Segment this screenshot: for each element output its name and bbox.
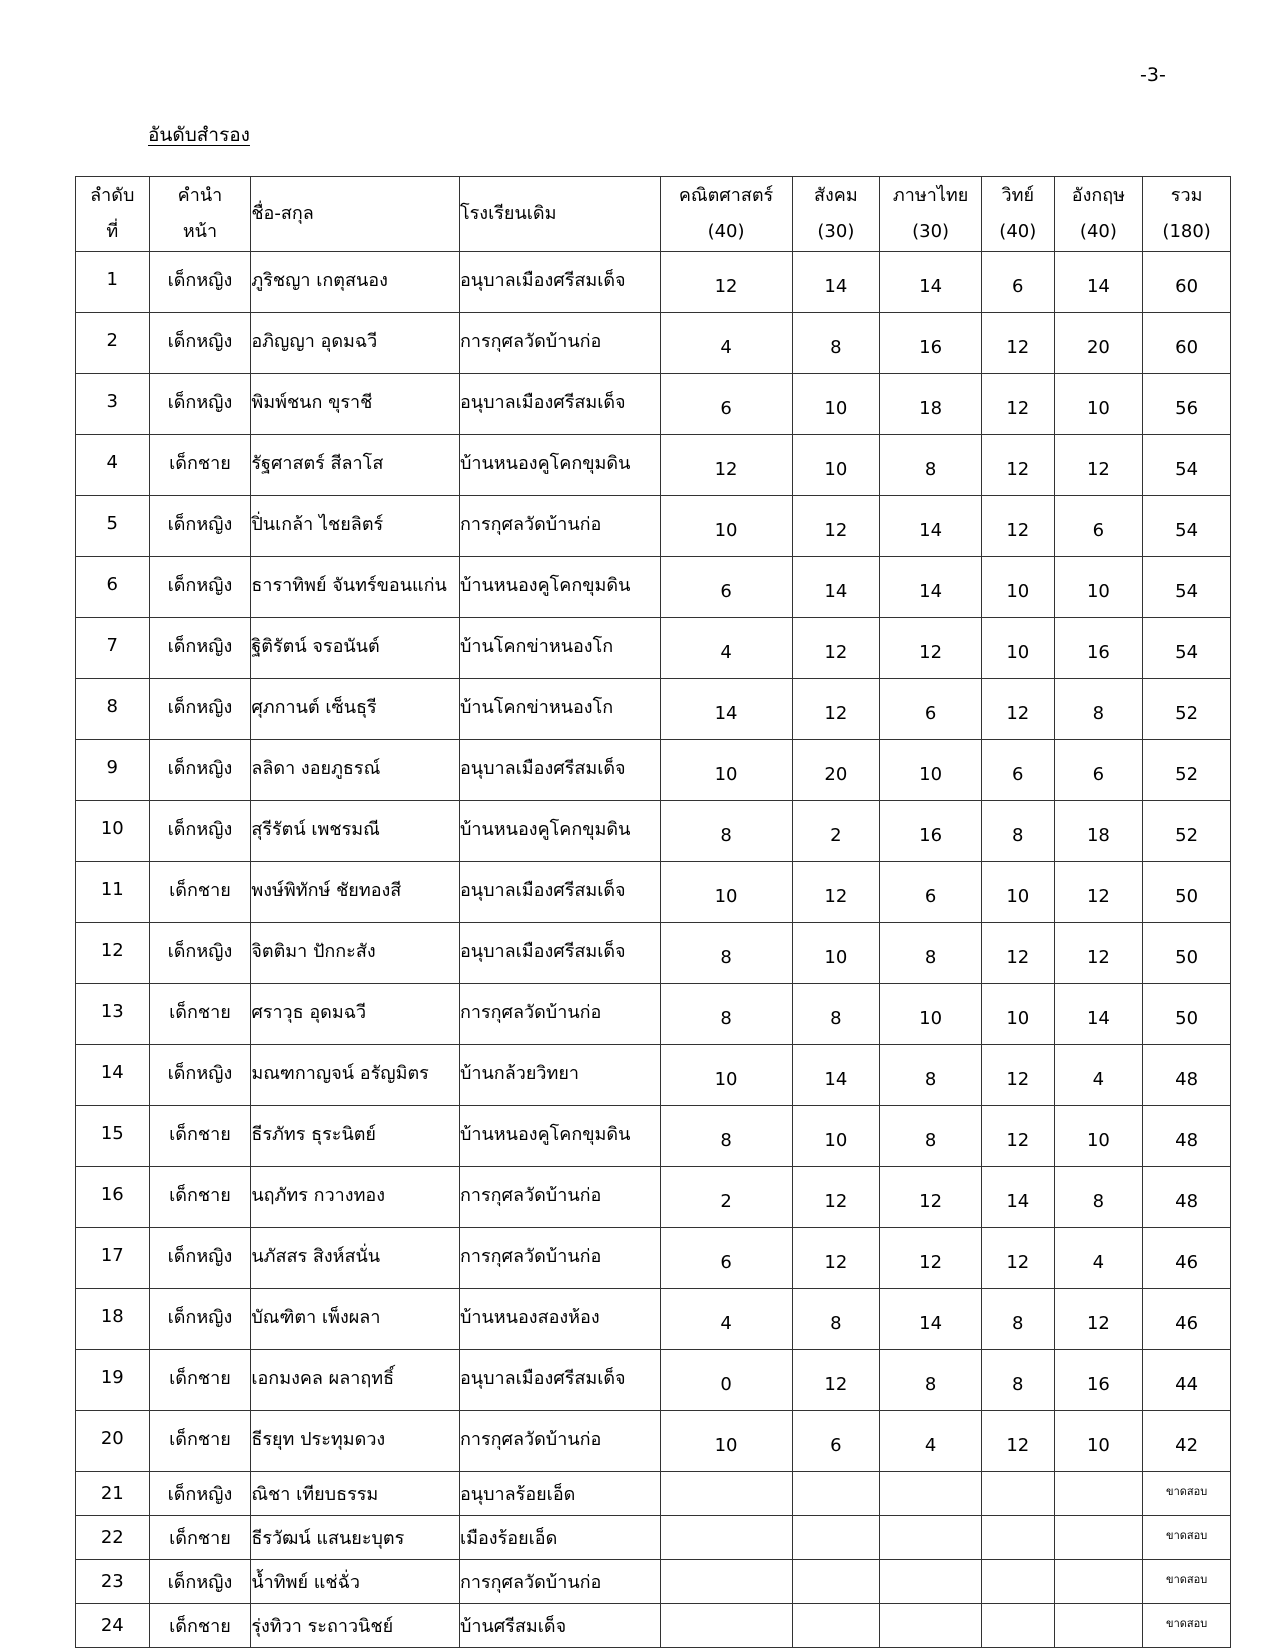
cell-social: 6: [792, 1411, 880, 1472]
cell-total: 42: [1143, 1411, 1231, 1472]
cell-name: รุ่งทิวา ระถาวนิชย์: [251, 1604, 460, 1648]
cell-name: บัณฑิตา เพ็งผลา: [251, 1289, 460, 1350]
cell-math: 12: [660, 435, 792, 496]
cell-science: 12: [982, 1228, 1055, 1289]
cell-science: 12: [982, 1045, 1055, 1106]
cell-english: 10: [1054, 1411, 1143, 1472]
table-row: [76, 313, 1231, 374]
section-title: อันดับสำรอง: [148, 124, 250, 146]
table-row: [76, 984, 1231, 1045]
cell-science: 10: [982, 557, 1055, 618]
cell-thai: 14: [880, 1289, 982, 1350]
cell-math: 4: [660, 618, 792, 679]
cell-name: มณฑกาญจน์ อรัญมิตร: [251, 1045, 460, 1106]
cell-thai: 6: [880, 679, 982, 740]
table-row: [76, 862, 1231, 923]
cell-total: 56: [1143, 374, 1231, 435]
cell-total: 46: [1143, 1228, 1231, 1289]
cell-school: บ้านกล้วยวิทยา: [459, 1045, 660, 1106]
cell-math: 14: [660, 679, 792, 740]
cell-math: [660, 1472, 792, 1516]
cell-english: 14: [1054, 984, 1143, 1045]
table-row: [76, 1289, 1231, 1350]
cell-social: 8: [792, 313, 880, 374]
cell-school: บ้านหนองคูโคกขุมดิน: [459, 801, 660, 862]
col-header-english: [1054, 177, 1143, 252]
table-row: [76, 374, 1231, 435]
cell-school: อนุบาลเมืองศรีสมเด็จ: [459, 1350, 660, 1411]
col-header-math-line2: (40): [707, 221, 745, 242]
cell-social: [792, 1516, 880, 1560]
table-row: [76, 801, 1231, 862]
col-header-no: [76, 177, 150, 252]
table-row: [76, 740, 1231, 801]
cell-english: 6: [1054, 496, 1143, 557]
cell-no: 3: [76, 374, 150, 435]
cell-math: 12: [660, 252, 792, 313]
cell-school: บ้านโคกข่าหนองโก: [459, 618, 660, 679]
cell-total: 46: [1143, 1289, 1231, 1350]
cell-name: นฤภัทร กวางทอง: [251, 1167, 460, 1228]
cell-name: ภูริชญา เกตุสนอง: [251, 252, 460, 313]
cell-english: 6: [1054, 740, 1143, 801]
cell-school: อนุบาลเมืองศรีสมเด็จ: [459, 252, 660, 313]
cell-thai: 14: [880, 252, 982, 313]
cell-total: 48: [1143, 1167, 1231, 1228]
col-header-thai-line1: ภาษาไทย: [892, 185, 969, 206]
cell-thai: 4: [880, 1411, 982, 1472]
cell-english: 10: [1054, 374, 1143, 435]
cell-social: 2: [792, 801, 880, 862]
cell-math: 8: [660, 984, 792, 1045]
cell-name: ณิชา เทียบธรรม: [251, 1472, 460, 1516]
cell-prefix: เด็กหญิง: [149, 496, 251, 557]
table-row: [76, 1350, 1231, 1411]
cell-math: 6: [660, 557, 792, 618]
cell-math: 4: [660, 313, 792, 374]
table-header: [76, 177, 1231, 252]
cell-social: [792, 1604, 880, 1648]
cell-prefix: เด็กหญิง: [149, 313, 251, 374]
col-header-prefix-line2: หน้า: [182, 221, 218, 242]
cell-no: 5: [76, 496, 150, 557]
cell-total: 48: [1143, 1106, 1231, 1167]
cell-school: บ้านหนองสองห้อง: [459, 1289, 660, 1350]
cell-school: การกุศลวัดบ้านก่อ: [459, 496, 660, 557]
cell-math: 10: [660, 862, 792, 923]
cell-total: ขาดสอบ: [1143, 1604, 1231, 1648]
cell-name: เอกมงคล ผลาฤทธิ์: [251, 1350, 460, 1411]
cell-name: จิตติมา ปักกะสัง: [251, 923, 460, 984]
cell-prefix: เด็กชาย: [149, 1516, 251, 1560]
cell-science: 6: [982, 252, 1055, 313]
col-header-social-line1: สังคม: [814, 185, 858, 206]
cell-name: รัฐศาสตร์ สีลาโส: [251, 435, 460, 496]
cell-total: ขาดสอบ: [1143, 1516, 1231, 1560]
cell-no: 14: [76, 1045, 150, 1106]
table-row: [76, 557, 1231, 618]
cell-english: [1054, 1472, 1143, 1516]
cell-prefix: เด็กหญิง: [149, 1472, 251, 1516]
cell-social: 20: [792, 740, 880, 801]
col-header-total-line2: (180): [1162, 221, 1211, 242]
table-row: [76, 1228, 1231, 1289]
cell-science: [982, 1560, 1055, 1604]
cell-math: 10: [660, 1411, 792, 1472]
cell-total: ขาดสอบ: [1143, 1560, 1231, 1604]
cell-name: สุรีรัตน์ เพชรมณี: [251, 801, 460, 862]
table-row: [76, 1560, 1231, 1604]
cell-science: 12: [982, 923, 1055, 984]
cell-prefix: เด็กหญิง: [149, 374, 251, 435]
cell-science: 12: [982, 496, 1055, 557]
cell-science: 6: [982, 740, 1055, 801]
cell-school: บ้านศรีสมเด็จ: [459, 1604, 660, 1648]
cell-science: 12: [982, 313, 1055, 374]
table-row: [76, 1045, 1231, 1106]
cell-prefix: เด็กหญิง: [149, 740, 251, 801]
cell-english: 10: [1054, 557, 1143, 618]
table-row: [76, 1516, 1231, 1560]
cell-prefix: เด็กชาย: [149, 984, 251, 1045]
table-body: [76, 252, 1231, 1648]
cell-no: 15: [76, 1106, 150, 1167]
cell-social: 8: [792, 1289, 880, 1350]
table-row: [76, 1411, 1231, 1472]
table-row: [76, 252, 1231, 313]
cell-english: [1054, 1604, 1143, 1648]
cell-thai: 18: [880, 374, 982, 435]
cell-name: ลลิดา งอยภูธรณ์: [251, 740, 460, 801]
cell-thai: 6: [880, 862, 982, 923]
cell-prefix: เด็กชาย: [149, 1106, 251, 1167]
cell-thai: 10: [880, 740, 982, 801]
cell-thai: 14: [880, 496, 982, 557]
cell-social: 12: [792, 679, 880, 740]
cell-name: ปิ่นเกล้า ไชยลิตร์: [251, 496, 460, 557]
cell-english: [1054, 1560, 1143, 1604]
col-header-prefix: [149, 177, 251, 252]
cell-english: 12: [1054, 862, 1143, 923]
cell-thai: 12: [880, 1228, 982, 1289]
col-header-english-line2: (40): [1079, 221, 1117, 242]
cell-no: 24: [76, 1604, 150, 1648]
cell-prefix: เด็กหญิง: [149, 618, 251, 679]
cell-school: อนุบาลเมืองศรีสมเด็จ: [459, 923, 660, 984]
cell-name: ธีรภัทร ธุระนิตย์: [251, 1106, 460, 1167]
cell-math: 0: [660, 1350, 792, 1411]
col-header-math: [660, 177, 792, 252]
cell-science: [982, 1516, 1055, 1560]
cell-name: น้ำทิพย์ แช่ฉั่ว: [251, 1560, 460, 1604]
cell-social: 14: [792, 1045, 880, 1106]
col-header-social: [792, 177, 880, 252]
cell-social: 12: [792, 862, 880, 923]
cell-prefix: เด็กหญิง: [149, 1289, 251, 1350]
cell-thai: 16: [880, 313, 982, 374]
cell-english: 8: [1054, 1167, 1143, 1228]
cell-name: อภิญญา อุดมฉวี: [251, 313, 460, 374]
cell-name: ธีรยุท ประทุมดวง: [251, 1411, 460, 1472]
table-row: [76, 1604, 1231, 1648]
cell-school: การกุศลวัดบ้านก่อ: [459, 1560, 660, 1604]
table-row: [76, 1472, 1231, 1516]
cell-science: 8: [982, 1289, 1055, 1350]
scores-table: [75, 176, 1231, 1648]
col-header-science-line1: วิทย์: [1001, 185, 1035, 206]
cell-school: การกุศลวัดบ้านก่อ: [459, 1411, 660, 1472]
cell-name: ศุภกานต์ เซ็นธุรี: [251, 679, 460, 740]
cell-social: 14: [792, 557, 880, 618]
table-row: [76, 679, 1231, 740]
cell-thai: [880, 1604, 982, 1648]
cell-total: 50: [1143, 923, 1231, 984]
cell-thai: 12: [880, 618, 982, 679]
cell-total: 54: [1143, 496, 1231, 557]
cell-school: อนุบาลเมืองศรีสมเด็จ: [459, 374, 660, 435]
cell-thai: 8: [880, 1106, 982, 1167]
cell-science: 8: [982, 801, 1055, 862]
col-header-english-line1: อังกฤษ: [1071, 185, 1126, 206]
col-header-name: [251, 177, 460, 252]
cell-no: 2: [76, 313, 150, 374]
cell-total: 54: [1143, 557, 1231, 618]
table-row: [76, 435, 1231, 496]
cell-prefix: เด็กหญิง: [149, 923, 251, 984]
col-header-math-line1: คณิตศาสตร์: [678, 185, 774, 206]
cell-no: 8: [76, 679, 150, 740]
cell-school: การกุศลวัดบ้านก่อ: [459, 1167, 660, 1228]
cell-social: 12: [792, 1167, 880, 1228]
cell-no: 12: [76, 923, 150, 984]
cell-thai: 8: [880, 923, 982, 984]
cell-social: [792, 1472, 880, 1516]
cell-english: 12: [1054, 1289, 1143, 1350]
cell-no: 6: [76, 557, 150, 618]
cell-name: พิมพ์ชนก ขุราชี: [251, 374, 460, 435]
cell-prefix: เด็กชาย: [149, 435, 251, 496]
table-row: [76, 1106, 1231, 1167]
cell-total: 52: [1143, 679, 1231, 740]
cell-no: 19: [76, 1350, 150, 1411]
cell-social: 12: [792, 496, 880, 557]
cell-science: 10: [982, 984, 1055, 1045]
cell-english: 4: [1054, 1228, 1143, 1289]
cell-prefix: เด็กชาย: [149, 862, 251, 923]
col-header-no-line2: ที่: [106, 221, 119, 242]
cell-school: บ้านหนองคูโคกขุมดิน: [459, 435, 660, 496]
col-header-school: [459, 177, 660, 252]
cell-math: 10: [660, 740, 792, 801]
col-header-school-label: โรงเรียนเดิม: [459, 203, 557, 224]
cell-thai: 10: [880, 984, 982, 1045]
cell-science: [982, 1472, 1055, 1516]
cell-math: 10: [660, 1045, 792, 1106]
cell-name: ธีรวัฒน์ แสนยะบุตร: [251, 1516, 460, 1560]
cell-no: 23: [76, 1560, 150, 1604]
col-header-name-label: ชื่อ-สกุล: [251, 203, 314, 224]
cell-thai: 16: [880, 801, 982, 862]
cell-math: [660, 1516, 792, 1560]
cell-no: 20: [76, 1411, 150, 1472]
cell-thai: [880, 1472, 982, 1516]
cell-science: 12: [982, 679, 1055, 740]
col-header-total-line1: รวม: [1170, 185, 1203, 206]
cell-school: การกุศลวัดบ้านก่อ: [459, 984, 660, 1045]
cell-no: 22: [76, 1516, 150, 1560]
cell-no: 9: [76, 740, 150, 801]
cell-name: พงษ์พิทักษ์ ชัยทองสี: [251, 862, 460, 923]
cell-total: ขาดสอบ: [1143, 1472, 1231, 1516]
cell-total: 52: [1143, 801, 1231, 862]
cell-social: 10: [792, 923, 880, 984]
cell-no: 21: [76, 1472, 150, 1516]
table-row: [76, 618, 1231, 679]
cell-social: 12: [792, 1350, 880, 1411]
cell-english: 16: [1054, 1350, 1143, 1411]
cell-prefix: เด็กหญิง: [149, 557, 251, 618]
cell-english: 10: [1054, 1106, 1143, 1167]
cell-science: 12: [982, 435, 1055, 496]
cell-school: บ้านหนองคูโคกขุมดิน: [459, 557, 660, 618]
cell-name: ธาราทิพย์ จันทร์ขอนแก่น: [251, 557, 460, 618]
cell-social: [792, 1560, 880, 1604]
cell-no: 13: [76, 984, 150, 1045]
col-header-prefix-line1: คำนำ: [177, 185, 223, 206]
cell-total: 44: [1143, 1350, 1231, 1411]
cell-total: 48: [1143, 1045, 1231, 1106]
cell-math: 8: [660, 923, 792, 984]
cell-math: [660, 1604, 792, 1648]
cell-science: 12: [982, 1106, 1055, 1167]
cell-prefix: เด็กชาย: [149, 1411, 251, 1472]
table-row: [76, 923, 1231, 984]
cell-english: 12: [1054, 435, 1143, 496]
cell-science: 10: [982, 862, 1055, 923]
cell-science: [982, 1604, 1055, 1648]
cell-english: 8: [1054, 679, 1143, 740]
table-row: [76, 496, 1231, 557]
cell-english: 14: [1054, 252, 1143, 313]
cell-school: การกุศลวัดบ้านก่อ: [459, 1228, 660, 1289]
cell-math: 8: [660, 801, 792, 862]
header-row: [76, 177, 1231, 252]
cell-no: 4: [76, 435, 150, 496]
cell-english: 4: [1054, 1045, 1143, 1106]
table-row: [76, 1167, 1231, 1228]
cell-no: 16: [76, 1167, 150, 1228]
cell-name: ศราวุธ อุดมฉวี: [251, 984, 460, 1045]
col-header-no-line1: ลำดับ: [90, 185, 135, 206]
cell-school: บ้านหนองคูโคกขุมดิน: [459, 1106, 660, 1167]
cell-thai: 14: [880, 557, 982, 618]
cell-science: 8: [982, 1350, 1055, 1411]
cell-social: 8: [792, 984, 880, 1045]
cell-math: 4: [660, 1289, 792, 1350]
cell-prefix: เด็กชาย: [149, 1350, 251, 1411]
cell-math: 6: [660, 1228, 792, 1289]
cell-school: อนุบาลเมืองศรีสมเด็จ: [459, 862, 660, 923]
cell-thai: 8: [880, 435, 982, 496]
cell-school: อนุบาลร้อยเอ็ด: [459, 1472, 660, 1516]
cell-thai: [880, 1560, 982, 1604]
cell-math: [660, 1560, 792, 1604]
cell-math: 10: [660, 496, 792, 557]
cell-total: 54: [1143, 618, 1231, 679]
cell-science: 12: [982, 1411, 1055, 1472]
cell-school: เมืองร้อยเอ็ด: [459, 1516, 660, 1560]
col-header-thai: [880, 177, 982, 252]
cell-name: นภัสสร สิงห์สนั่น: [251, 1228, 460, 1289]
cell-social: 12: [792, 618, 880, 679]
cell-no: 7: [76, 618, 150, 679]
cell-english: 16: [1054, 618, 1143, 679]
cell-social: 10: [792, 374, 880, 435]
cell-math: 8: [660, 1106, 792, 1167]
cell-school: อนุบาลเมืองศรีสมเด็จ: [459, 740, 660, 801]
page-number: -3-: [1140, 64, 1166, 86]
cell-total: 50: [1143, 862, 1231, 923]
col-header-total: [1143, 177, 1231, 252]
cell-total: 50: [1143, 984, 1231, 1045]
cell-no: 10: [76, 801, 150, 862]
cell-english: 20: [1054, 313, 1143, 374]
cell-no: 11: [76, 862, 150, 923]
cell-no: 18: [76, 1289, 150, 1350]
cell-science: 12: [982, 374, 1055, 435]
cell-thai: 12: [880, 1167, 982, 1228]
cell-prefix: เด็กหญิง: [149, 801, 251, 862]
cell-school: การกุศลวัดบ้านก่อ: [459, 313, 660, 374]
cell-prefix: เด็กหญิง: [149, 1045, 251, 1106]
cell-social: 10: [792, 435, 880, 496]
cell-total: 60: [1143, 252, 1231, 313]
cell-prefix: เด็กหญิง: [149, 1560, 251, 1604]
cell-social: 14: [792, 252, 880, 313]
cell-english: 18: [1054, 801, 1143, 862]
cell-english: 12: [1054, 923, 1143, 984]
col-header-social-line2: (30): [817, 221, 855, 242]
cell-no: 17: [76, 1228, 150, 1289]
cell-science: 10: [982, 618, 1055, 679]
cell-school: บ้านโคกข่าหนองโก: [459, 679, 660, 740]
cell-math: 2: [660, 1167, 792, 1228]
cell-english: [1054, 1516, 1143, 1560]
cell-total: 54: [1143, 435, 1231, 496]
cell-social: 12: [792, 1228, 880, 1289]
cell-thai: 8: [880, 1045, 982, 1106]
cell-no: 1: [76, 252, 150, 313]
cell-prefix: เด็กหญิง: [149, 1228, 251, 1289]
cell-prefix: เด็กชาย: [149, 1604, 251, 1648]
cell-prefix: เด็กหญิง: [149, 252, 251, 313]
cell-thai: [880, 1516, 982, 1560]
cell-name: ฐิติรัตน์ จรอนันต์: [251, 618, 460, 679]
col-header-science: [982, 177, 1055, 252]
cell-prefix: เด็กหญิง: [149, 679, 251, 740]
cell-total: 52: [1143, 740, 1231, 801]
col-header-thai-line2: (30): [912, 221, 950, 242]
cell-social: 10: [792, 1106, 880, 1167]
cell-prefix: เด็กชาย: [149, 1167, 251, 1228]
cell-thai: 8: [880, 1350, 982, 1411]
col-header-science-line2: (40): [999, 221, 1037, 242]
cell-science: 14: [982, 1167, 1055, 1228]
cell-math: 6: [660, 374, 792, 435]
cell-total: 60: [1143, 313, 1231, 374]
